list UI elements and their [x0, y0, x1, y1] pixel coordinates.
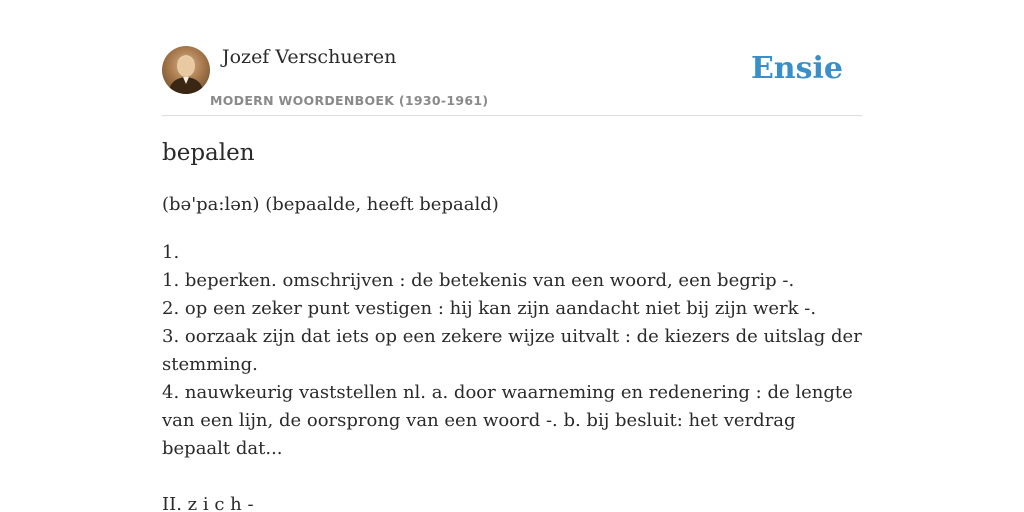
entry-card — [162, 0, 862, 512]
author-name[interactable]: Jozef Verschueren — [222, 46, 397, 68]
source-label[interactable]: MODERN WOORDENBOEK (1930-1961) — [210, 93, 489, 108]
definition-line: 1. beperken. omschrijven : de betekenis van een woord, een begrip -. — [162, 270, 795, 291]
definition-line: II. z i c h - — [162, 494, 254, 512]
pronunciation: (bə'pa:lən) (bepaalde, heeft bepaald) — [162, 194, 499, 215]
headword: bepalen — [162, 140, 255, 166]
definition-line: 2. op een zeker punt vestigen : hij kan zijn aandacht niet bij zijn werk -. — [162, 298, 817, 319]
author-avatar[interactable] — [162, 46, 210, 94]
divider — [162, 115, 862, 116]
definition-line: 4. nauwkeurig vaststellen nl. a. door waarneming en redenering : de lengte van een lijn, de oorsprong van een woord -. b. bij besluit: het verdrag bepaalt dat... — [162, 382, 853, 459]
definitions — [162, 239, 862, 512]
definition-line: 1. — [162, 242, 180, 263]
portrait-icon — [162, 46, 210, 94]
brand-logo[interactable]: Ensie — [750, 51, 843, 86]
definition-line: 3. oorzaak zijn dat iets op een zekere wijze uitvalt : de kiezers de uitslag der stemming. — [162, 326, 862, 375]
spacer — [162, 463, 862, 491]
